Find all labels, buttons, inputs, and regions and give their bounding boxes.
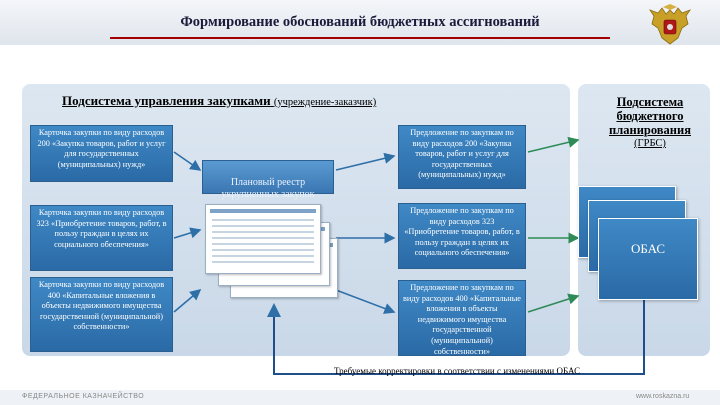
registry-document-front [205, 204, 321, 274]
budget-subsystem-title [594, 95, 706, 151]
arrow-card323-to-plan [174, 230, 200, 238]
budget-title-line3: планирования [609, 123, 691, 137]
offer-expense-200-text: Предложение по закупкам по виду расходов 200 «Закупка товаров, работ и услуг для государственных (муниципальных) нужд» [410, 128, 514, 180]
footer-organization: ФЕДЕРАЛЬНОЕ КАЗНАЧЕЙСТВО [22, 393, 145, 400]
procurement-subsystem-note: (учреждение-заказчик) [273, 97, 377, 108]
footer-website-link[interactable]: www.roskazna.ru [636, 393, 690, 400]
card-expense-400-text: Карточка закупки по виду расходов 400 «Капитальные вложения в объекты недвижимого имущества государственной (муниципальной) собственности» [38, 280, 165, 332]
procurement-subsystem-name: Подсистема управления закупками [62, 93, 271, 108]
plan-registry-box [202, 160, 334, 200]
offer-expense-323-text: Предложение по закупкам по виду расходов 323 «Приобретение товаров, работ, в пользу граждан в целях их социального обеспечения» [404, 206, 520, 258]
arrow-plan-to-offer400 [336, 290, 394, 312]
feedback-note: Требуемые корректировки в соответствии с изменениями ОБАС [334, 366, 581, 376]
offer-expense-200 [398, 125, 526, 189]
plan-registry-text: Плановый реестр укрупненных закупок [221, 177, 315, 200]
offer-expense-400-text: Предложение по закупкам по виду расходов 400 «Капитальные вложения в объекты недвижимого имущества государственной (муниципальной) собственности» [403, 283, 521, 356]
budget-title-line1: Подсистема [616, 95, 684, 109]
arrow-offer200-to-grbs [528, 140, 578, 152]
offer-expense-400 [398, 280, 526, 356]
arrow-plan-to-offer200 [336, 156, 394, 170]
obas-stack-front [598, 218, 698, 300]
budget-title-line2: бюджетного [616, 109, 684, 123]
card-expense-400 [30, 277, 173, 352]
card-expense-323-text: Карточка закупки по виду расходов 323 «Приобретение товаров, работ, в пользу граждан в целях их социального обеспечения» [36, 208, 167, 249]
page-title: Формирование обоснований бюджетных ассигнований [180, 14, 540, 30]
card-expense-200 [30, 125, 173, 182]
arrow-card400-to-plan [174, 290, 200, 312]
card-expense-200-text: Карточка закупки по виду расходов 200 «Закупка товаров, работ и услуг для государственных (муниципальных) нужд» [37, 128, 166, 169]
card-expense-323 [30, 205, 173, 271]
offer-expense-323 [398, 203, 526, 269]
obas-label: ОБАС [630, 241, 666, 256]
budget-title-abbr: (ГРБС) [634, 138, 666, 149]
arrow-offer400-to-obas [528, 296, 578, 312]
arrow-card200-to-plan [174, 152, 200, 170]
